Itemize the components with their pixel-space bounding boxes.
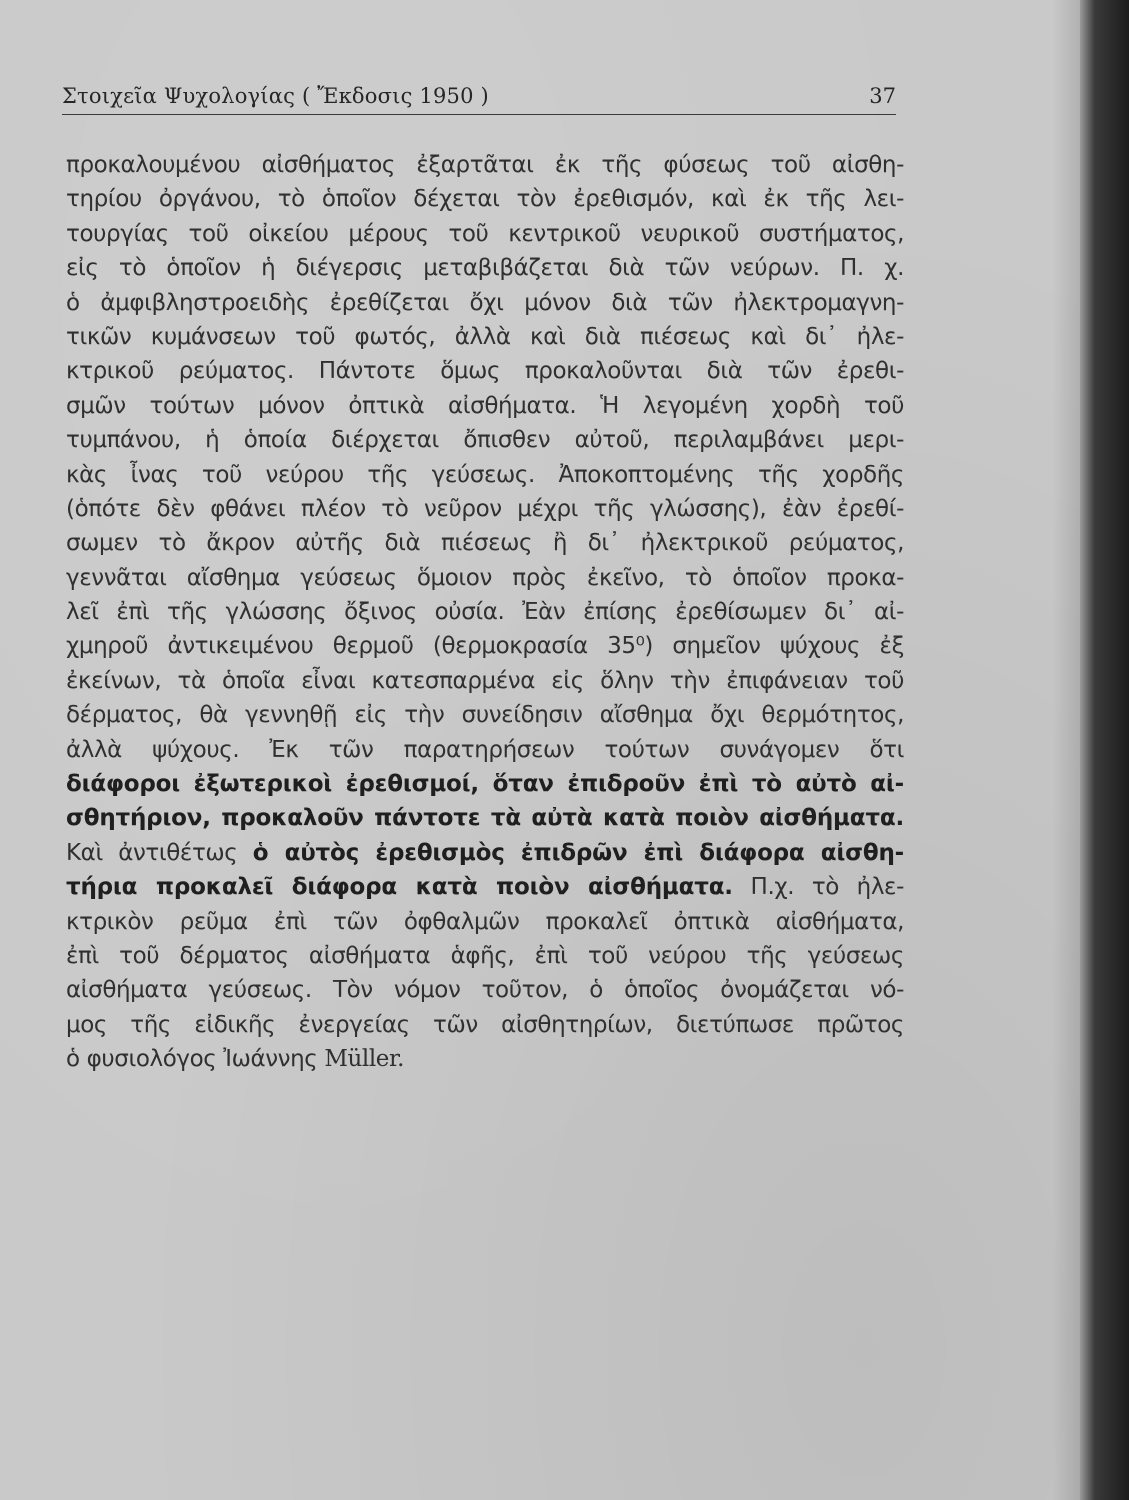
text-line-27-plain: ὁ φυσιολόγος Ἰωάννης bbox=[66, 1046, 318, 1073]
text-line-8: σμῶν τούτων μόνον ὀπτικὰ αἰσθήματα. Ἡ λεγομένη χορδὴ τοῦ bbox=[66, 392, 904, 419]
text-line-11: (ὁπότε δὲν φθάνει πλέον τὸ νεῦρον μέχρι τῆς γλώσσης), ἐὰν ἐρεθί- bbox=[66, 495, 904, 522]
text-line-2: τηρίου ὀργάνου, τὸ ὁποῖον δέχεται τὸν ἐρεθισμόν, καὶ ἐκ τῆς λει- bbox=[66, 186, 904, 213]
text-line-24: ἐπὶ τοῦ δέρματος αἰσθήματα ἁφῆς, ἐπὶ τοῦ νεύρου τῆς γεύσεως bbox=[66, 942, 904, 969]
text-line-18: ἀλλὰ ψύχους. Ἐκ τῶν παρατηρήσεων τούτων συνάγομεν ὅτι bbox=[66, 736, 904, 763]
text-line-21-plain: Καὶ ἀντιθέτως bbox=[66, 839, 238, 866]
text-line-6: τικῶν κυμάνσεων τοῦ φωτός, ἀλλὰ καὶ διὰ πιέσεως καὶ δι᾽ ἠλε- bbox=[66, 323, 904, 350]
text-line-4: εἰς τὸ ὁποῖον ἡ διέγερσις μεταβιβάζεται διὰ τῶν νεύρων. Π. χ. bbox=[66, 255, 904, 282]
text-line-23: κτρικὸν ρεῦμα ἐπὶ τῶν ὀφθαλμῶν προκαλεῖ ὀπτικὰ αἰσθήματα, bbox=[66, 908, 904, 935]
text-line-12: σωμεν τὸ ἄκρον αὐτῆς διὰ πιέσεως ἢ δι᾽ ἠλεκτρικοῦ ρεύματος, bbox=[66, 530, 904, 557]
text-line-21 bbox=[66, 836, 904, 870]
text-line-17: δέρματος, θὰ γεννηθῇ εἰς τὴν συνείδησιν αἴσθημα ὄχι θερμότητος, bbox=[66, 702, 904, 729]
text-line-21-emphasis: ὁ αὐτὸς ἐρεθισμὸς ἐπιδρῶν ἐπὶ διάφορα αἰσθη- bbox=[252, 839, 904, 866]
text-line-3: τουργίας τοῦ οἰκείου μέρους τοῦ κεντρικοῦ νευρικοῦ συστήματος, bbox=[66, 220, 904, 247]
text-line-9: τυμπάνου, ἡ ὁποία διέρχεται ὄπισθεν αὐτοῦ, περιλαμβάνει μερι- bbox=[66, 427, 904, 454]
page-gutter-shadow bbox=[1052, 0, 1080, 1500]
text-line-25: αἰσθήματα γεύσεως. Τὸν νόμον τοῦτον, ὁ ὁποῖος ὀνομάζεται νό- bbox=[66, 977, 904, 1004]
emphasis-line-19: διάφοροι ἐξωτερικοὶ ἐρεθισμοί, ὅταν ἐπιδροῦν ἐπὶ τὸ αὐτὸ αἰ- bbox=[66, 771, 904, 798]
text-line-27 bbox=[66, 1042, 904, 1076]
scan-edge-shadow bbox=[1080, 0, 1129, 1500]
page-number: 37 bbox=[869, 84, 896, 108]
text-line-1: προκαλουμένου αἰσθήματος ἐξαρτᾶται ἐκ τῆς φύσεως τοῦ αἰσθη- bbox=[66, 152, 904, 178]
text-line-15: χμηροῦ ἀντικειμένου θερμοῦ (θερμοκρασία 35⁰) σημεῖον ψύχους ἐξ bbox=[66, 633, 904, 660]
text-line-26: μος τῆς εἰδικῆς ἐνεργείας τῶν αἰσθητηρίων, διετύπωσε πρῶτος bbox=[66, 1011, 904, 1038]
emphasis-line-20: σθητήριον, προκαλοῦν πάντοτε τὰ αὐτὰ κατὰ ποιὸν αἰσθήματα. bbox=[66, 805, 904, 832]
text-line-16: ἐκείνων, τὰ ὁποῖα εἶναι κατεσπαρμένα εἰς ὅλην τὴν ἐπιφάνειαν τοῦ bbox=[66, 667, 904, 694]
text-line-7: κτρικοῦ ρεύματος. Πάντοτε ὅμως προκαλοῦνται διὰ τῶν ἐρεθι- bbox=[66, 358, 904, 385]
text-line-22-plain: Π.χ. τὸ ἠλε- bbox=[750, 874, 904, 901]
author-name: Müller. bbox=[324, 1046, 404, 1073]
text-line-10: κὰς ἶνας τοῦ νεύρου τῆς γεύσεως. Ἀποκοπτομένης τῆς χορδῆς bbox=[66, 461, 904, 488]
text-line-5: ὁ ἀμφιβληστροειδὴς ἐρεθίζεται ὄχι μόνον διὰ τῶν ἠλεκτρομαγνη- bbox=[66, 289, 904, 316]
text-line-13: γεννᾶται αἴσθημα γεύσεως ὅμοιον πρὸς ἐκεῖνο, τὸ ὁποῖον προκα- bbox=[66, 564, 904, 591]
text-line-22-emphasis: τήρια προκαλεῖ διάφορα κατὰ ποιὸν αἰσθήματα. bbox=[66, 874, 733, 901]
text-line-22 bbox=[66, 870, 904, 904]
running-header bbox=[62, 84, 896, 115]
body-paragraph bbox=[66, 148, 904, 1077]
text-line-14: λεῖ ἐπὶ τῆς γλώσσης ὄξινος οὐσία. Ἐὰν ἐπίσης ἐρεθίσωμεν δι᾽ αἰ- bbox=[66, 599, 904, 626]
running-title: Στοιχεῖα Ψυχολογίας ( Ἔκδοσις 1950 ) bbox=[62, 84, 489, 108]
